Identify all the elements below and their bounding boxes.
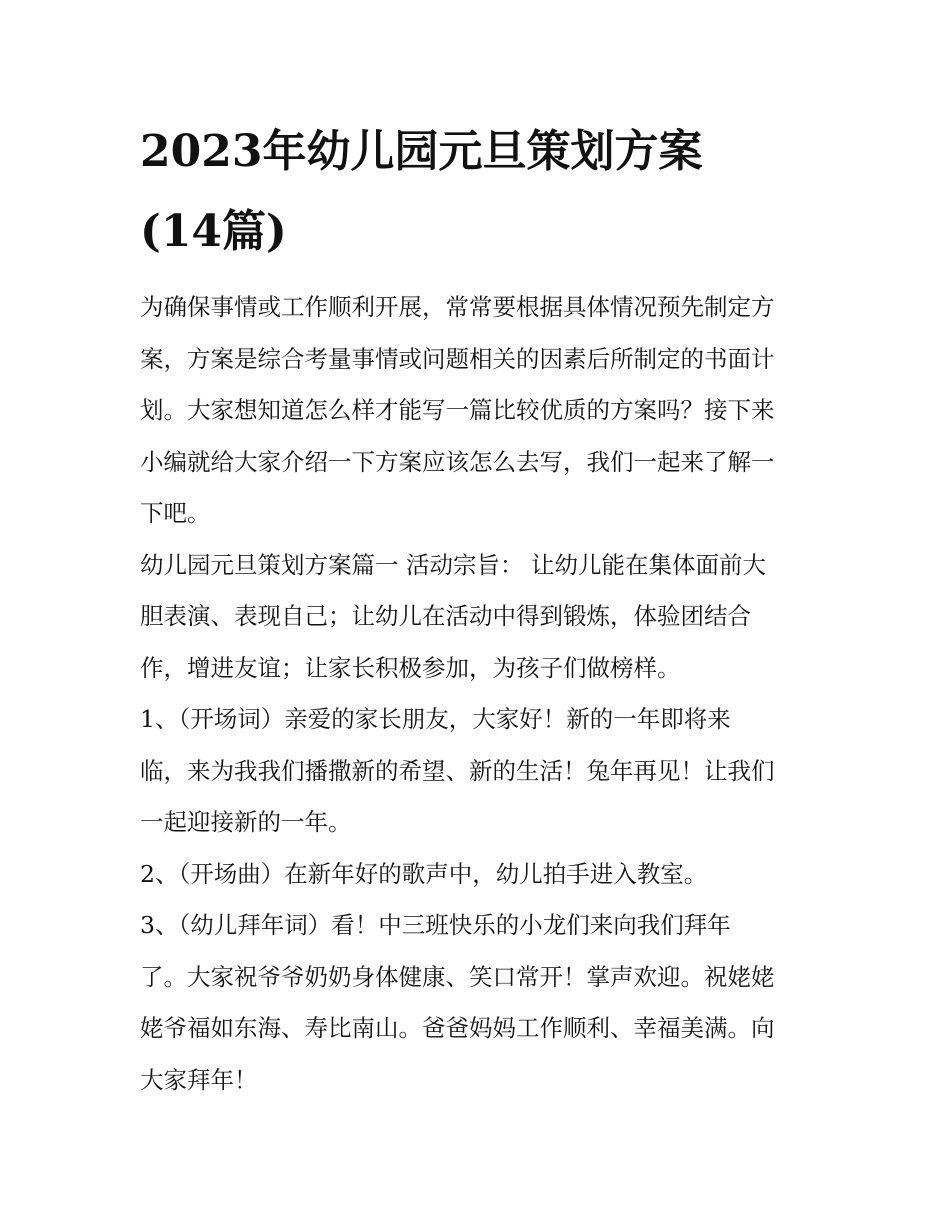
paragraph-line: 2、（开场曲）在新年好的歌声中，幼儿拍手进入教室。 xyxy=(140,859,708,888)
document-title xyxy=(140,112,820,272)
paragraph-line: 下吧。 xyxy=(140,499,211,527)
paragraph-line: 划。大家想知道怎么样才能写一篇比较优质的方案吗？接下来 xyxy=(140,396,775,424)
paragraph-line: 为确保事情或工作顺利开展，常常要根据具体情况预先制定方 xyxy=(140,293,775,321)
paragraph-line: 幼儿园元旦策划方案篇一 活动宗旨： 让幼儿能在集体面前大 xyxy=(140,550,766,579)
paragraph-line: 了。大家祝爷爷奶奶身体健康、笑口常开！掌声欢迎。祝姥姥 xyxy=(140,962,775,991)
paragraph-line: 胆表演、表现自己；让幼儿在活动中得到锻炼，体验团结合 xyxy=(140,602,751,630)
title-line-2: (14篇) xyxy=(140,206,287,257)
title-line-1: 2023年幼儿园元旦策划方案 xyxy=(140,126,703,177)
document-page xyxy=(140,112,820,1106)
paragraph-line: 3、（幼儿拜年词）看！中三班快乐的小龙们来向我们拜年 xyxy=(140,911,731,939)
paragraph-line: 姥爷福如东海、寿比南山。爸爸妈妈工作顺利、幸福美满。向 xyxy=(140,1014,775,1042)
paragraph-line: 小编就给大家介绍一下方案应该怎么去写，我们一起来了解一 xyxy=(140,447,775,476)
paragraph-line: 一起迎接新的一年。 xyxy=(140,808,352,836)
paragraph-line: 1、（开场词）亲爱的家长朋友，大家好！新的一年即将来 xyxy=(140,705,731,733)
paragraph-line: 作，增进友谊；让家长积极参加，为孩子们做榜样。 xyxy=(140,653,681,682)
paragraph-line: 大家拜年！ xyxy=(140,1065,258,1094)
paragraph-line: 案，方案是综合考量事情或问题相关的因素后所制定的书面计 xyxy=(140,344,775,373)
document-body xyxy=(140,282,820,1106)
paragraph-line: 临，来为我我们播撒新的希望、新的生活！兔年再见！让我们 xyxy=(140,756,775,785)
